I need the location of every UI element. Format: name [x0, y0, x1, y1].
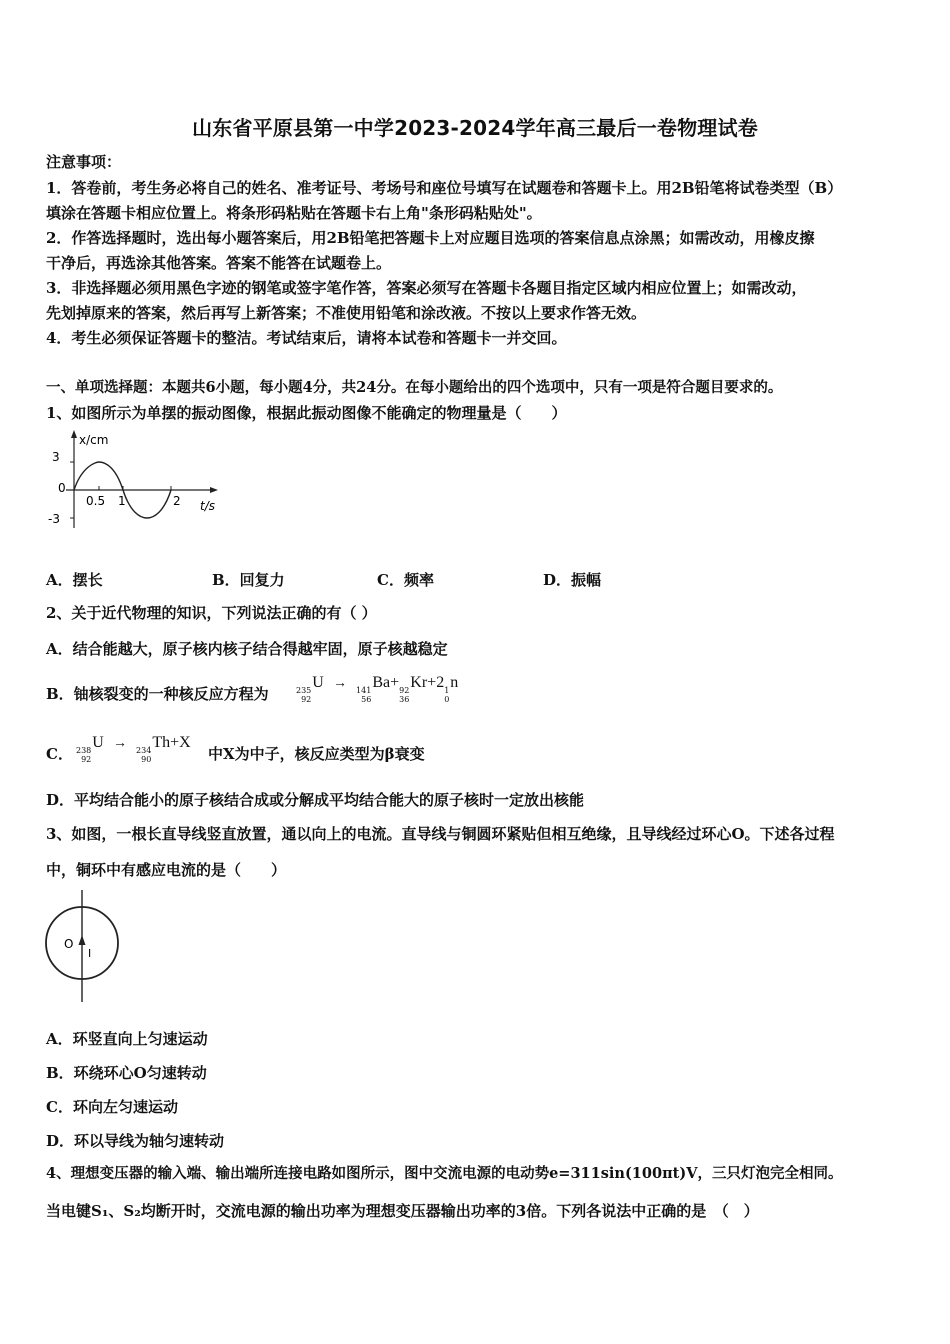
- q1-option-b: B．回复力: [212, 571, 285, 589]
- notice-line: 1．答卷前，考生务必将自己的姓名、准考证号、考场号和座位号填写在试题卷和答题卡上。用2B铅笔将试卷类型（B）: [46, 179, 843, 197]
- q2-option-a: A．结合能越大，原子核内核子结合得越牢固，原子核越稳定: [46, 640, 448, 658]
- y-tick-label: 3: [52, 450, 60, 464]
- q1-option-a: A．摆长: [46, 571, 103, 589]
- notice-line: 3．非选择题必须用黑色字迹的钢笔或签字笔作答，答案必须写在答题卡各题目指定区域内相应位置上；如需改动，: [46, 279, 807, 297]
- q3-option-c: C．环向左匀速运动: [46, 1098, 178, 1116]
- q1-stem: 1、如图所示为单摆的振动图像，根据此振动图像不能确定的物理量是（ ）: [46, 404, 567, 422]
- ring-center: [80, 941, 84, 945]
- q1-option-d: D．振幅: [543, 571, 602, 589]
- q2-option-c-label: C．: [46, 745, 73, 763]
- q3-stem-line2: 中，铜环中有感应电流的是（ ）: [46, 861, 287, 879]
- notice-line: 先划掉原来的答案，然后再写上新答案；不准使用铅笔和涂改液。不按以上要求作答无效。: [46, 304, 647, 322]
- q2-option-c-text: 中X为中子，核反应类型为β衰变: [208, 745, 425, 763]
- q2-option-b-label: B．铀核裂变的一种核反应方程为: [46, 685, 269, 703]
- q1-vibration-graph: [44, 428, 234, 536]
- q4-stem-line2: 当电键S₁、S₂均断开时，交流电源的输出功率为理想变压器输出功率的3倍。下列各说法中正确的是 （ ）: [46, 1202, 759, 1220]
- q3-option-d: D．环以导线为轴匀速转动: [46, 1132, 225, 1150]
- notice-line: 干净后，再选涂其他答案。答案不能答在试题卷上。: [46, 254, 392, 272]
- q3-option-b: B．环绕环心O匀速转动: [46, 1064, 207, 1082]
- q3-stem-line1: 3、如图，一根长直导线竖直放置，通以向上的电流。直导线与铜圆环紧贴但相互绝缘，且导线经过环心O。下述各过程: [46, 825, 835, 843]
- notice-line: 2．作答选择题时，选出每小题答案后，用2B铅笔把答题卡上对应题目选项的答案信息点涂黑；如需改动，用橡皮擦: [46, 229, 815, 247]
- center-label: O: [64, 937, 74, 951]
- q3-option-a: A．环竖直向上匀速运动: [46, 1030, 208, 1048]
- notice-line: 4．考生必须保证答题卡的整洁。考试结束后，请将本试卷和答题卡一并交回。: [46, 329, 567, 347]
- x-axis-label: t/s: [200, 499, 215, 513]
- x-tick-label: 2: [173, 494, 181, 508]
- q2-option-c-equation: 238 92 U → 234 90 Th+X: [76, 734, 191, 764]
- x-tick-label: 1: [118, 494, 126, 508]
- q4-stem-line1: 4、理想变压器的输入端、输出端所连接电路如图所示，图中交流电源的电动势e=311sin(100πt)V，三只灯泡完全相同。: [46, 1165, 843, 1182]
- q2-stem: 2、关于近代物理的知识，下列说法正确的有（ ）: [46, 604, 377, 622]
- notice-heading: 注意事项：: [46, 153, 122, 171]
- y-axis-arrow: [71, 430, 77, 438]
- section-heading: 一、单项选择题：本题共6小题，每小题4分，共24分。在每小题给出的四个选项中，只有一项是符合题目要求的。: [46, 379, 783, 396]
- x-axis-arrow: [210, 487, 218, 493]
- q3-ring-wire-diagram: [40, 888, 126, 1006]
- y-tick-label: -3: [48, 512, 60, 526]
- current-label: I: [88, 947, 92, 960]
- x-tick-label: 0.5: [86, 494, 106, 508]
- q2-option-d: D．平均结合能小的原子核结合成或分解成平均结合能大的原子核时一定放出核能: [46, 791, 585, 809]
- origin-label: 0: [58, 481, 66, 495]
- page-title: 山东省平原县第一中学2023-2024学年高三最后一卷物理试卷: [192, 116, 758, 140]
- y-axis-label: x/cm: [79, 433, 109, 447]
- q2-option-b-equation: 235 92 U → 141 56 Ba+ 92 36 Kr+2 1 0 n: [296, 674, 459, 704]
- q1-option-c: C．频率: [377, 571, 434, 589]
- notice-line: 填涂在答题卡相应位置上。将条形码粘贴在答题卡右上角"条形码粘贴处"。: [46, 204, 542, 222]
